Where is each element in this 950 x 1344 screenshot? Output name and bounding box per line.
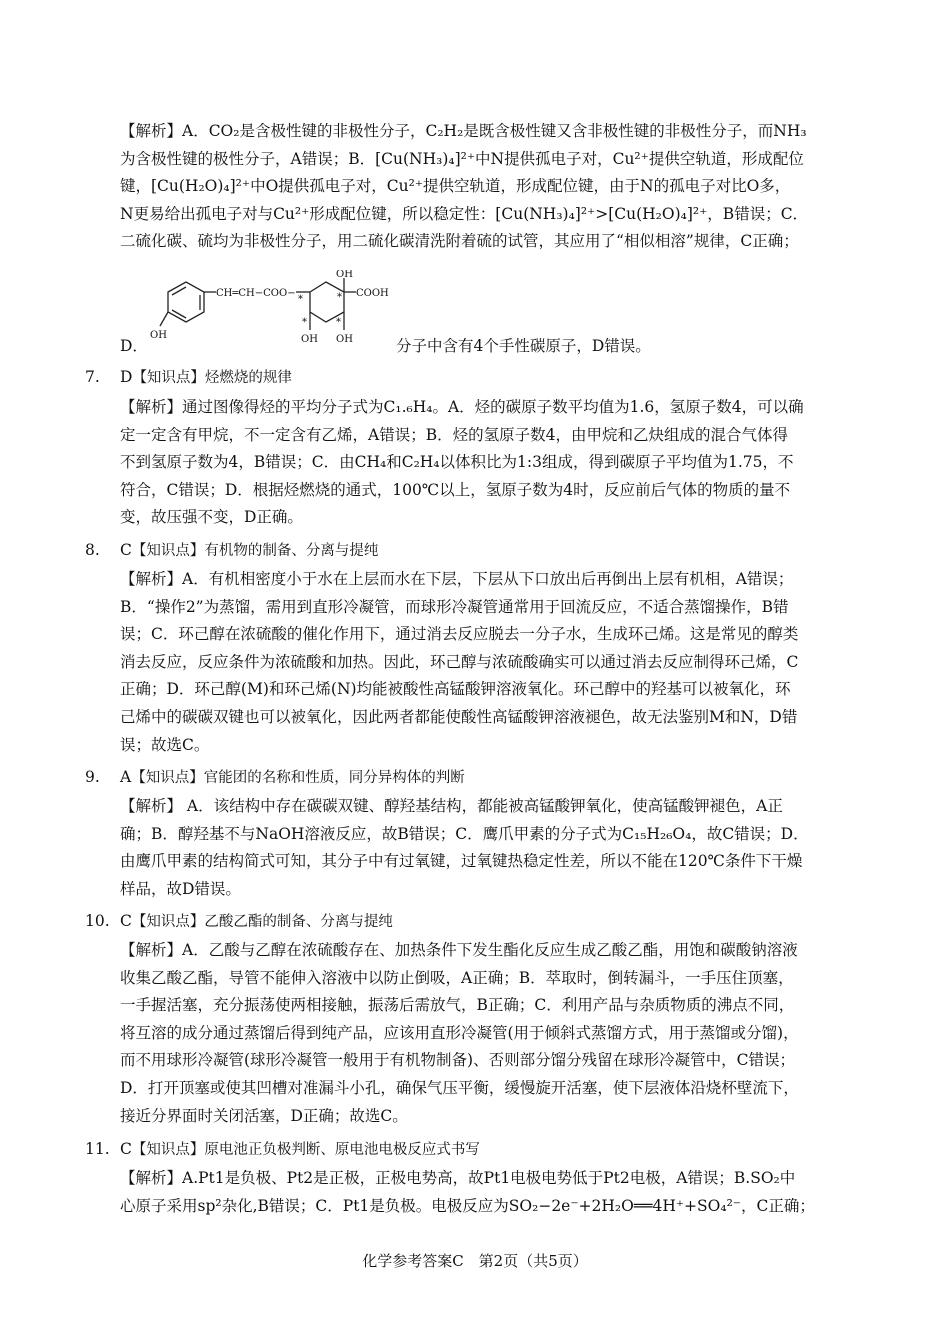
text-line: 不到氢原子数为4，B错误；C．由CH₄和C₂H₄以体积比为1:3组成，得到碳原子平均值为1.75，不 [120, 453, 794, 472]
text-line: 心原子采用sp²杂化,B错误；C．Pt1是负极。电极反应为SO₂−2e⁻+2H₂O══4H⁺+SO₄²⁻，C正确； [120, 1196, 815, 1215]
q9-explanation [120, 793, 865, 903]
q7-explanation [120, 394, 865, 532]
question-number: 11. [85, 1140, 110, 1158]
chain-label: CH═CH−COO− [216, 288, 296, 299]
text-line: 【解析】A．有机相密度小于水在上层而水在下层，下层从下口放出后再倒出上层有机相，A错误； [120, 570, 794, 588]
answer-letter: C [120, 1140, 132, 1158]
q8-explanation [120, 566, 865, 759]
text-line: 一手握活塞，充分振荡使两相接触，振荡后需放气，B正确；C．利用产品与杂质物质的沸点不同， [120, 996, 795, 1015]
q10-explanation [120, 937, 865, 1130]
q7-header [85, 364, 865, 392]
question-number: 10. [85, 912, 110, 930]
text-line: 【解析】A.Pt1是负极、Pt2是正极，正极电势高，故Pt1电极电势低于Pt2电极，A错误；B.SO₂中 [120, 1169, 796, 1187]
option-d-text: 分子中含有4个手性碳原子，D错误。 [396, 337, 651, 355]
chiral-star: * [337, 292, 342, 303]
text-line: 误；故选C。 [120, 735, 210, 754]
q6-explanation [120, 118, 865, 256]
page-footer: 化学参考答案C 第2页（共5页） [362, 1252, 588, 1270]
text-line: 接近分界面时关闭活塞，D正确；故选C。 [120, 1106, 408, 1125]
knowledge-point: 【知识点】乙酸乙酯的制备、分离与提纯 [131, 914, 393, 930]
text-line: 键，[Cu(H₂O)₄]²⁺中O提供孤电子对，Cu²⁺提供空轨道，形成配位键，由于N的孤电子对比O多， [120, 177, 791, 196]
text-line: 正确；D．环己醇(M)和环己烯(N)均能被酸性高锰酸钾溶液氧化。环己醇中的羟基可以被氧化，环 [120, 680, 791, 699]
oh-bottom1-label: OH [301, 334, 318, 345]
q9-header [85, 764, 865, 792]
text-line: N更易给出孤电子对与Cu²⁺形成配位键，所以稳定性：[Cu(NH₃)₄]²⁺>[Cu(H₂O)₄]²⁺，B错误；C． [120, 204, 809, 223]
text-line: 符合，C错误；D．根据烃燃烧的通式，100℃以上，氢原子数为4时，反应前后气体的物质的量不 [120, 480, 791, 499]
text-line: 【解析】通过图像得烃的平均分子式为C₁.₆H₄。A．烃的碳原子数平均值为1.6，氢原子数4，可以确 [120, 398, 804, 416]
text-line: 【解析】A．乙酸与乙醇在浓硫酸存在、加热条件下发生酯化反应生成乙酸乙酯，用饱和碳酸钠溶液 [120, 941, 798, 959]
text-line: 误；C．环己醇在浓硫酸的催化作用下，通过消去反应脱去一分子水，生成环己烯。这是常见的醇类 [120, 625, 799, 644]
answer-letter: C [120, 912, 132, 930]
chiral-star: * [336, 317, 341, 328]
option-d-label: D． [120, 337, 148, 355]
text-line: 收集乙酸乙酯，导管不能伸入溶液中以防止倒吸，A正确；B．萃取时，倒转漏斗，一手压住顶塞， [120, 968, 794, 987]
question-number: 9. [85, 768, 100, 786]
q11-header [85, 1136, 865, 1164]
q10-header [85, 908, 865, 936]
text-line: 而不用球形冷凝管(球形冷凝管一般用于有机物制备)、否则部分馏分残留在球形冷凝管中，C错误； [120, 1051, 795, 1070]
question-number: 8. [85, 541, 100, 559]
answer-letter: C [120, 541, 132, 559]
chlorogenic-acid-structure [150, 270, 390, 358]
text-line: D．打开顶塞或使其凹槽对准漏斗小孔，确保气压平衡，缓慢旋开活塞，使下层液体沿烧杯壁流下， [120, 1078, 799, 1097]
text-line: 己烯中的碳碳双键也可以被氧化，因此两者都能使酸性高锰酸钾溶液褪色，故无法鉴别M和N，D错 [120, 707, 798, 726]
answer-letter: A [120, 768, 132, 786]
question-number: 7. [85, 368, 100, 386]
text-line: B．“操作2”为蒸馏，需用到直形冷凝管，而球形冷凝管通常用于回流反应，不适合蒸馏操作，B错 [120, 597, 789, 616]
text-line: 为含极性键的极性分子，A错误；B．[Cu(NH₃)₄]²⁺中N提供孤电子对，Cu²⁺提供空轨道，形成配位 [120, 149, 804, 168]
text-line: 【解析】 A．该结构中存在碳碳双键、醇羟基结构，都能被高锰酸钾氧化，使高锰酸钾褪色，A正 [120, 797, 783, 815]
text-line: 二硫化碳、硫均为非极性分子，用二硫化碳清洗附着硫的试管，其应用了“相似相溶”规律，C正确； [120, 232, 799, 251]
text-line: 样品，故D错误。 [120, 879, 241, 898]
knowledge-point: 【知识点】有机物的制备、分离与提纯 [131, 543, 379, 559]
text-line: 【解析】A．CO₂是含极性键的非极性分子，C₂H₂是既含极性键又含非极性键的非极性分子，而NH₃ [120, 122, 807, 140]
knowledge-point: 【知识点】官能团的名称和性质，同分异构体的判断 [131, 770, 465, 786]
text-line: 将互溶的成分通过蒸馏后得到纯产品，应该用直形冷凝管(用于倾斜式蒸馏方式，用于蒸馏或分馏)， [120, 1023, 799, 1042]
knowledge-point: 【知识点】烃燃烧的规律 [132, 370, 292, 386]
text-line: 确；B．醇羟基不与NaOH溶液反应，故B错误；C．鹰爪甲素的分子式为C₁₅H₂₆O₄，故C错误；D． [120, 824, 809, 843]
answer-letter: D [120, 368, 133, 386]
text-line: 变，故压强不变，D正确。 [120, 508, 303, 527]
q8-header [85, 537, 865, 565]
knowledge-point: 【知识点】原电池正负极判断、原电池电极反应式书写 [131, 1142, 480, 1158]
text-line: 由鹰爪甲素的结构简式可知，其分子中有过氧键，过氧键热稳定性差，所以不能在120℃条件下干燥 [120, 852, 803, 871]
oh-ring-label: OH [150, 330, 167, 341]
cooh-label: COOH [356, 288, 389, 299]
text-line: 消去反应，反应条件为浓硫酸和加热。因此，环己醇与浓硫酸确实可以通过消去反应制得环己烯，C [120, 652, 799, 671]
structure-row [120, 270, 880, 362]
chiral-star: * [298, 294, 303, 305]
chiral-star: * [302, 317, 307, 328]
oh-bottom2-label: OH [336, 334, 353, 345]
q11-explanation [120, 1165, 865, 1220]
text-line: 定一定含有甲烷，不一定含有乙烯，A错误；B．烃的氢原子数4，由甲烷和乙炔组成的混合气体得 [120, 425, 788, 444]
oh-top-label: OH [336, 270, 353, 280]
